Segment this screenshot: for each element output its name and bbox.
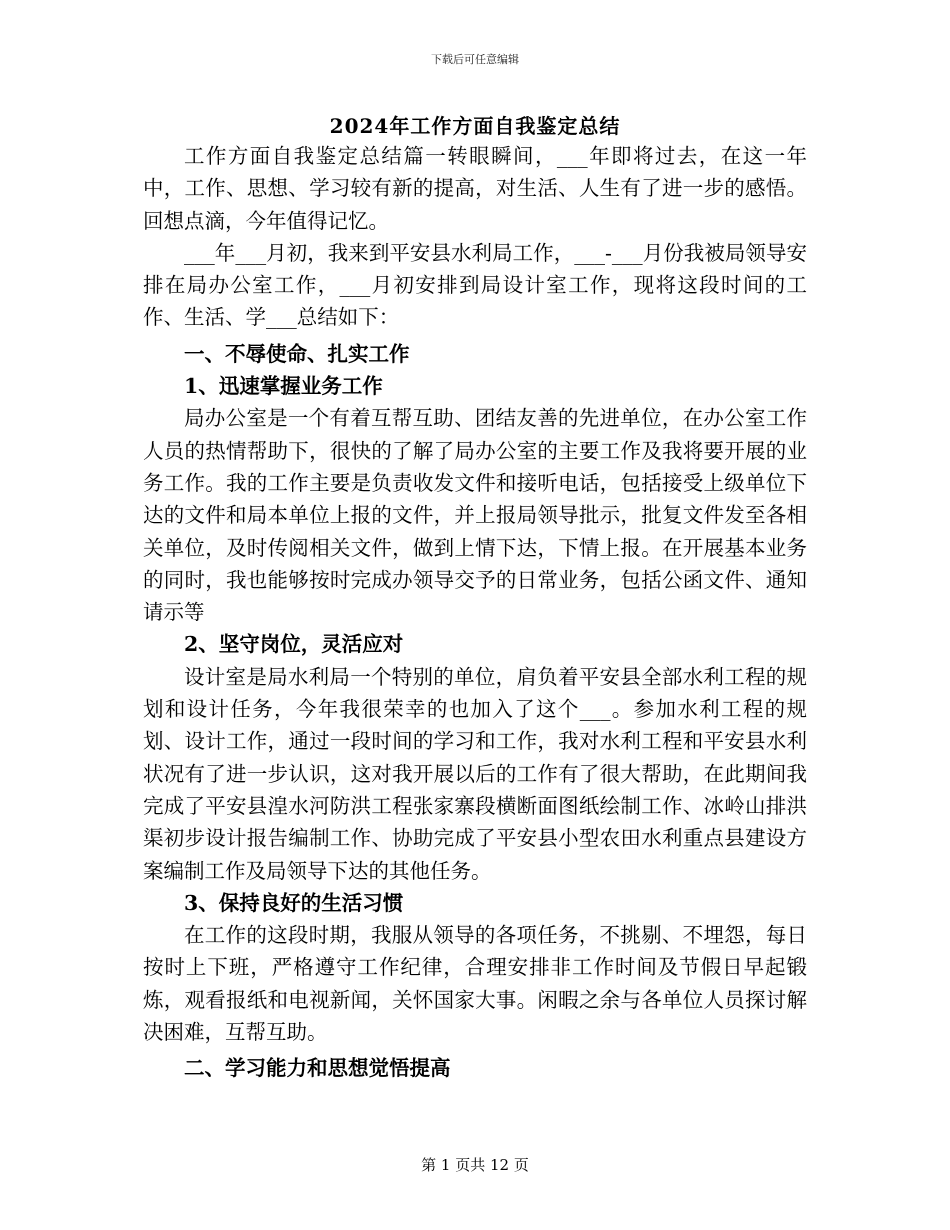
header-note: 下载后可任意编辑 [431, 53, 519, 66]
paragraph-sub1: 局办公室是一个有着互帮互助、团结友善的先进单位，在办公室工作人员的热情帮助下，很快的了解了局办公室的主要工作及我将要开展的业务工作。我的工作主要是负责收发文件和接听电话，包括接受上级单位下达的文件和局本单位上报的文件，并上报局领导批示，批复文件发至各相关单位，及时传阅相关文件，做到上情下达，下情上报。在开展基本业务的同时，我也能够按时完成办领导交予的日常业务，包括公函文件、通知请示等 [143, 406, 807, 625]
document-title: 2024年工作方面自我鉴定总结 [329, 114, 621, 138]
section-heading-2: 二、学习能力和思想觉悟提高 [184, 1056, 451, 1081]
paragraph-intro: 工作方面自我鉴定总结篇一转眼瞬间，___年即将过去，在这一年中，工作、思想、学习较有新的提高，对生活、人生有了进一步的感悟。回想点滴，今年值得记忆。 [143, 144, 807, 233]
paragraph-sub3: 在工作的这段时期，我服从领导的各项任务，不挑剔、不埋怨，每日按时上下班，严格遵守工作纪律，合理安排非工作时间及节假日早起锻炼，观看报纸和电视新闻，关怀国家大事。闲暇之余与各单位人员探讨解决困难，互帮互助。 [143, 923, 807, 1045]
subheading-2: 2、坚守岗位，灵活应对 [184, 632, 404, 657]
subheading-1: 1、迅速掌握业务工作 [184, 374, 383, 399]
paragraph-background: ___年___月初，我来到平安县水利局工作，___-___月份我被局领导安排在局办公室工作，___月初安排到局设计室工作，现将这段时间的工作、生活、学___总结如下： [143, 240, 807, 330]
paragraph-sub2: 设计室是局水利局一个特别的单位，肩负着平安县全部水利工程的规划和设计任务，今年我很荣幸的也加入了这个___。参加水利工程的规划、设计工作，通过一段时间的学习和工作，我对水利工程和平安县水利状况有了进一步认识，这对我开展以后的工作有了很大帮助，在此期间我完成了平安县湟水河防洪工程张家寨段横断面图纸绘制工作、冰岭山排洪渠初步设计报告编制工作、协助完成了平安县小型农田水利重点县建设方案编制工作及局领导下达的其他任务。 [143, 664, 807, 883]
page-footer: 第 1 页共 12 页 [421, 1156, 529, 1174]
section-heading-1: 一、不辱使命、扎实工作 [184, 341, 410, 366]
subheading-3: 3、保持良好的生活习惯 [184, 890, 404, 915]
document-body [143, 140, 807, 1085]
